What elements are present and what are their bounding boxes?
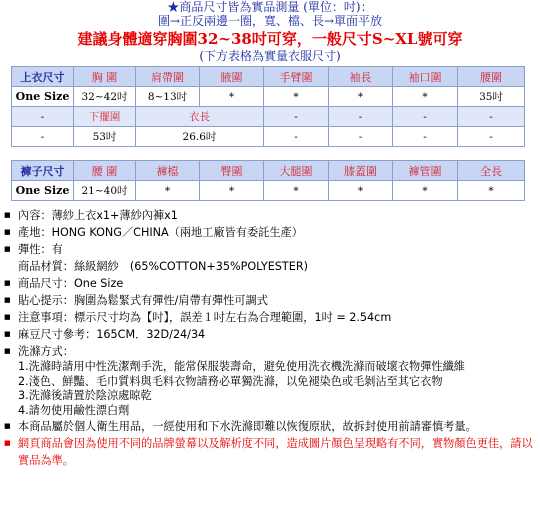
table-cell: 下擺圍 <box>74 107 136 127</box>
info-content: ■ 內容：薄紗上衣x1+薄紗內褲x1 <box>0 207 540 224</box>
wash-step: 3.洗滌後請置於陰涼處晾乾 <box>18 389 152 402</box>
table-cell: * <box>329 181 393 201</box>
table-header-cell: 腰 圍 <box>74 161 136 181</box>
table-cell: One Size <box>12 87 74 107</box>
wash-step: 1.洗滌時請用中性洗潔劑手洗，能常保服裝壽命，避免使用洗衣機洗滌而破壞衣物彈性纖維 <box>18 360 465 373</box>
star-icon: ★ <box>167 0 180 14</box>
table-cell: * <box>458 181 525 201</box>
color-disclaimer: ■ 網頁商品會因為使用不同的品牌螢幕以及解析度不同，造成圖片顏色呈現略有不同，實物顏色更佳，請以實品為準。 <box>0 435 540 469</box>
table-cell: * <box>200 181 264 201</box>
info-elastic: ■ 彈性：有 <box>0 241 540 258</box>
table-cell: 26.6吋 <box>136 127 264 147</box>
table-header-row <box>12 67 525 87</box>
table-row <box>12 87 525 107</box>
table-header-cell: 全長 <box>458 161 525 181</box>
table-header-cell: 胸 圍 <box>74 67 136 87</box>
table-cell: * <box>200 87 264 107</box>
table-cell: One Size <box>12 181 74 201</box>
table-cell: - <box>12 127 74 147</box>
table-cell: - <box>12 107 74 127</box>
table-cell: 32~42吋 <box>74 87 136 107</box>
table-cell: 8~13吋 <box>136 87 200 107</box>
table-header-cell: 大腿圍 <box>264 161 329 181</box>
info-size: ■ 商品尺寸：One Size <box>0 275 540 292</box>
table-cell: * <box>264 181 329 201</box>
table-cell: * <box>329 87 393 107</box>
table-cell: - <box>458 127 525 147</box>
table-header-cell: 袖長 <box>329 67 393 87</box>
table-cell: * <box>393 181 458 201</box>
table-cell: 35吋 <box>458 87 525 107</box>
table-caption: (下方表格為實量衣服尺寸) <box>199 49 341 63</box>
top-size-table <box>11 66 525 147</box>
info-note: ■ 注意事項：標示尺寸均為【吋】，誤差１吋左右為合理範圍，1吋 = 2.54cm <box>0 309 540 326</box>
table-cell: * <box>264 87 329 107</box>
info-model-size: ■ 麻豆尺寸參考：165CM．32D/24/34 <box>0 326 540 343</box>
table-header-cell: 臀圍 <box>200 161 264 181</box>
table-cell: - <box>264 107 329 127</box>
product-info-list <box>0 207 540 469</box>
hygiene-notice: ■ 本商品屬於個人衛生用品，一經使用和下水洗滌即難以恢復原狀，故拆封使用前請審慎考量。 <box>0 418 540 435</box>
wash-step: 2.淺色、鮮豔、毛巾質料與毛料衣物請務必單獨洗滌，以免褪染色或毛剝沾至其它衣物 <box>18 374 443 388</box>
table-header-cell: 手臂圍 <box>264 67 329 87</box>
table-cell: 21~40吋 <box>74 181 136 201</box>
table-header-cell: 褲子尺寸 <box>12 161 74 181</box>
table-header-cell: 褲管圍 <box>393 161 458 181</box>
table-cell: - <box>329 107 393 127</box>
table-cell: 53吋 <box>74 127 136 147</box>
info-tip: ■ 貼心提示：胸圍為鬆緊式有彈性/肩帶有彈性可調式 <box>0 292 540 309</box>
info-material: 商品材質：絲級網紗 (65%COTTON+35%POLYESTER) <box>18 260 308 273</box>
wash-title: ■ 洗滌方式： <box>0 343 540 360</box>
table-header-cell: 膝蓋圍 <box>329 161 393 181</box>
wash-step: 4.請勿使用鹼性漂白劑 <box>18 403 130 417</box>
table-cell: - <box>458 107 525 127</box>
table-row <box>12 127 525 147</box>
size-note-title: ★商品尺寸皆為實品測量 (單位：吋)： <box>167 0 373 14</box>
table-header-cell: 腋圍 <box>200 67 264 87</box>
table-cell: 衣長 <box>136 107 264 127</box>
table-cell: - <box>264 127 329 147</box>
pants-size-table <box>11 160 525 201</box>
info-origin: ■ 產地：HONG KONG／CHINA（兩地工廠皆有委託生產） <box>0 224 540 241</box>
table-header-cell: 袖口圍 <box>393 67 458 87</box>
table-cell: * <box>136 181 200 201</box>
table-cell: - <box>329 127 393 147</box>
measure-method-note: 圍→正反兩邊一圈，寬、檔、長→單面平放 <box>157 14 383 28</box>
table-cell: - <box>393 127 458 147</box>
table-row <box>12 107 525 127</box>
table-cell: - <box>393 107 458 127</box>
table-header-cell: 腰圍 <box>458 67 525 87</box>
table-row <box>12 181 525 201</box>
table-header-cell: 肩帶圍 <box>136 67 200 87</box>
table-header-cell: 上衣尺寸 <box>12 67 74 87</box>
fit-recommendation: 建議身體適穿胸圍32~38吋可穿，一般尺寸S~XL號可穿 <box>77 30 463 48</box>
table-cell: * <box>393 87 458 107</box>
table-header-cell: 褲檔 <box>136 161 200 181</box>
table-header-row <box>12 161 525 181</box>
